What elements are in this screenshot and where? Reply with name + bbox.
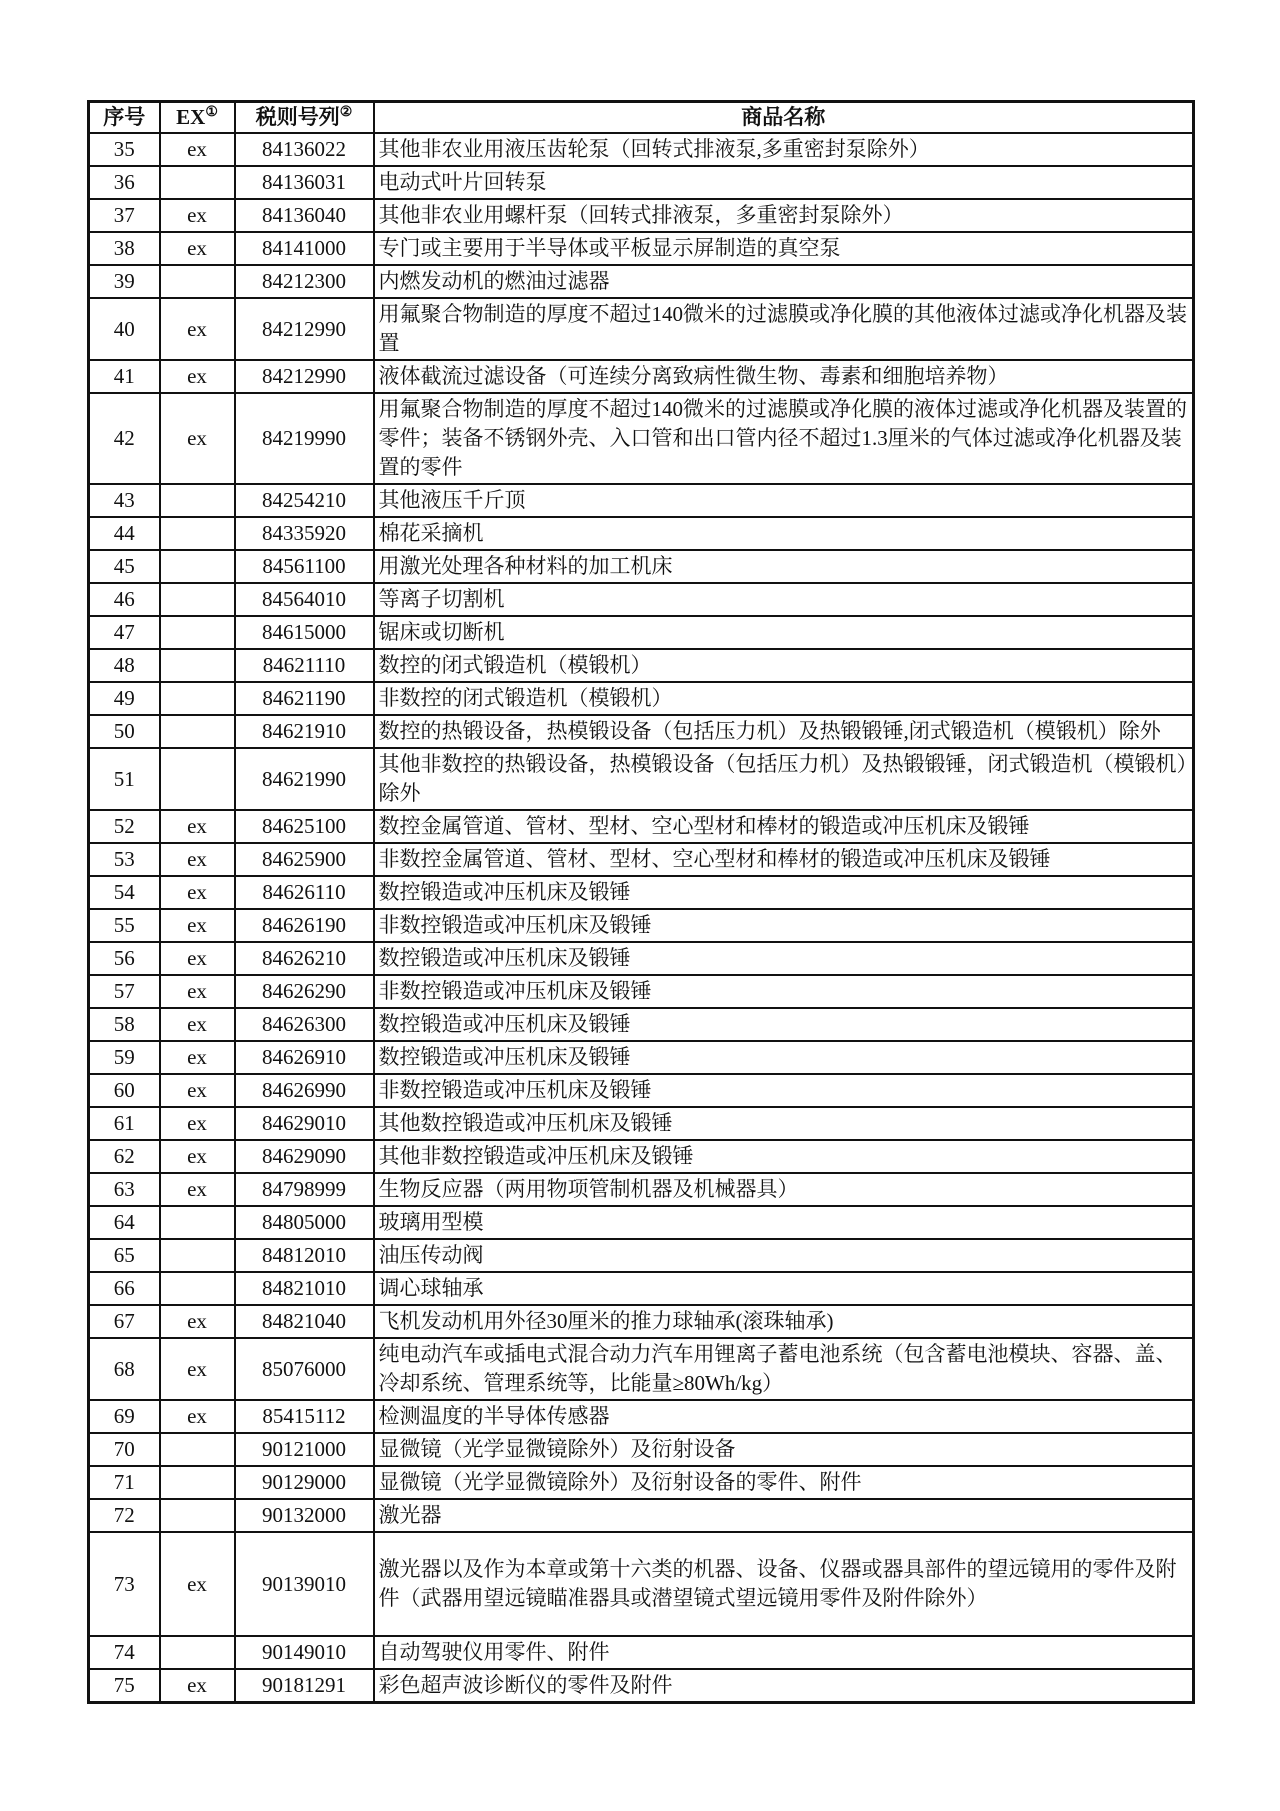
tariff-code-cell: 84212990 (235, 360, 374, 393)
serial-number-cell: 69 (89, 1400, 160, 1433)
ex-flag-cell (160, 1272, 235, 1305)
table-row (89, 265, 1194, 298)
table-row (89, 975, 1194, 1008)
tariff-code-cell: 84136040 (235, 199, 374, 232)
ex-flag-cell (160, 1499, 235, 1532)
serial-number-cell: 65 (89, 1239, 160, 1272)
table-row (89, 1669, 1194, 1703)
table-row (89, 1272, 1194, 1305)
serial-number-cell: 52 (89, 810, 160, 843)
table-row (89, 1400, 1194, 1433)
product-name-cell: 数控的闭式锻造机（模锻机） (374, 649, 1194, 682)
tariff-code-cell: 85415112 (235, 1400, 374, 1433)
tariff-code-cell: 84561100 (235, 550, 374, 583)
serial-number-cell: 64 (89, 1206, 160, 1239)
ex-flag-cell (160, 1466, 235, 1499)
table-row (89, 1239, 1194, 1272)
tariff-table-container (87, 100, 1195, 1704)
table-row (89, 1206, 1194, 1239)
table-body (89, 133, 1194, 1703)
table-row (89, 1107, 1194, 1140)
serial-number-cell: 44 (89, 517, 160, 550)
tariff-code-cell: 84625100 (235, 810, 374, 843)
ex-flag-cell (160, 1433, 235, 1466)
serial-number-cell: 47 (89, 616, 160, 649)
serial-number-cell: 45 (89, 550, 160, 583)
ex-flag-cell (160, 484, 235, 517)
ex-flag-cell (160, 166, 235, 199)
ex-flag-cell: ex (160, 1107, 235, 1140)
product-name-cell: 数控锻造或冲压机床及锻锤 (374, 1008, 1194, 1041)
table-row (89, 232, 1194, 265)
serial-number-cell: 51 (89, 748, 160, 810)
ex-flag-cell: ex (160, 942, 235, 975)
serial-number-cell: 61 (89, 1107, 160, 1140)
ex-flag-cell: ex (160, 876, 235, 909)
product-name-cell: 玻璃用型模 (374, 1206, 1194, 1239)
header-product-name-label: 商品名称 (741, 105, 826, 129)
serial-number-cell: 37 (89, 199, 160, 232)
product-name-cell: 非数控的闭式锻造机（模锻机） (374, 682, 1194, 715)
tariff-code-cell: 84136022 (235, 133, 374, 166)
product-name-cell: 调心球轴承 (374, 1272, 1194, 1305)
product-name-cell: 激光器以及作为本章或第十六类的机器、设备、仪器或器具部件的望远镜用的零件及附件（武器用望远镜瞄准器具或潜望镜式望远镜用零件及附件除外） (374, 1532, 1194, 1636)
product-name-cell: 数控的热锻设备，热模锻设备（包括压力机）及热锻锻锤,闭式锻造机（模锻机）除外 (374, 715, 1194, 748)
tariff-code-cell: 84212990 (235, 298, 374, 360)
serial-number-cell: 74 (89, 1636, 160, 1669)
product-name-cell: 内燃发动机的燃油过滤器 (374, 265, 1194, 298)
table-row (89, 1305, 1194, 1338)
product-name-cell: 数控锻造或冲压机床及锻锤 (374, 876, 1194, 909)
product-name-cell: 其他非农业用螺杆泵（回转式排液泵，多重密封泵除外） (374, 199, 1194, 232)
ex-flag-cell: ex (160, 1400, 235, 1433)
ex-flag-cell: ex (160, 133, 235, 166)
product-name-cell: 用氟聚合物制造的厚度不超过140微米的过滤膜或净化膜的液体过滤或净化机器及装置的零件；装备不锈钢外壳、入口管和出口管内径不超过1.3厘米的气体过滤或净化机器及装置的零件 (374, 393, 1194, 484)
ex-flag-cell: ex (160, 909, 235, 942)
ex-flag-cell: ex (160, 810, 235, 843)
tariff-code-cell: 84615000 (235, 616, 374, 649)
serial-number-cell: 35 (89, 133, 160, 166)
serial-number-cell: 49 (89, 682, 160, 715)
table-row (89, 1532, 1194, 1636)
product-name-cell: 自动驾驶仪用零件、附件 (374, 1636, 1194, 1669)
serial-number-cell: 40 (89, 298, 160, 360)
tariff-code-cell: 90149010 (235, 1636, 374, 1669)
tariff-code-cell: 84821010 (235, 1272, 374, 1305)
product-name-cell: 检测温度的半导体传感器 (374, 1400, 1194, 1433)
serial-number-cell: 50 (89, 715, 160, 748)
tariff-code-cell: 84141000 (235, 232, 374, 265)
ex-flag-cell: ex (160, 1532, 235, 1636)
header-ex-footnote-mark: ① (205, 105, 218, 120)
table-row (89, 360, 1194, 393)
ex-flag-cell (160, 1636, 235, 1669)
table-row (89, 748, 1194, 810)
serial-number-cell: 73 (89, 1532, 160, 1636)
tariff-code-cell: 84626290 (235, 975, 374, 1008)
product-name-cell: 生物反应器（两用物项管制机器及机械器具） (374, 1173, 1194, 1206)
tariff-code-cell: 84626990 (235, 1074, 374, 1107)
serial-number-cell: 46 (89, 583, 160, 616)
ex-flag-cell: ex (160, 232, 235, 265)
table-row (89, 133, 1194, 166)
table-row (89, 1041, 1194, 1074)
ex-flag-cell: ex (160, 843, 235, 876)
table-row (89, 199, 1194, 232)
tariff-code-cell: 84621110 (235, 649, 374, 682)
ex-flag-cell (160, 1239, 235, 1272)
ex-flag-cell (160, 265, 235, 298)
serial-number-cell: 41 (89, 360, 160, 393)
table-row (89, 517, 1194, 550)
serial-number-cell: 58 (89, 1008, 160, 1041)
table-row (89, 1140, 1194, 1173)
ex-flag-cell (160, 649, 235, 682)
ex-flag-cell (160, 748, 235, 810)
tariff-code-cell: 84626300 (235, 1008, 374, 1041)
tariff-code-cell: 84798999 (235, 1173, 374, 1206)
serial-number-cell: 38 (89, 232, 160, 265)
tariff-code-cell: 84621190 (235, 682, 374, 715)
tariff-code-cell: 84626190 (235, 909, 374, 942)
tariff-code-cell: 84254210 (235, 484, 374, 517)
table-row (89, 810, 1194, 843)
tariff-code-cell: 84212300 (235, 265, 374, 298)
table-row (89, 583, 1194, 616)
serial-number-cell: 48 (89, 649, 160, 682)
serial-number-cell: 57 (89, 975, 160, 1008)
ex-flag-cell: ex (160, 1305, 235, 1338)
product-name-cell: 电动式叶片回转泵 (374, 166, 1194, 199)
product-name-cell: 其他非数控锻造或冲压机床及锻锤 (374, 1140, 1194, 1173)
serial-number-cell: 68 (89, 1338, 160, 1400)
serial-number-cell: 59 (89, 1041, 160, 1074)
table-row (89, 1173, 1194, 1206)
table-row (89, 1074, 1194, 1107)
tariff-code-cell: 85076000 (235, 1338, 374, 1400)
ex-flag-cell: ex (160, 1173, 235, 1206)
product-name-cell: 用激光处理各种材料的加工机床 (374, 550, 1194, 583)
serial-number-cell: 70 (89, 1433, 160, 1466)
table-row (89, 1008, 1194, 1041)
tariff-code-cell: 84136031 (235, 166, 374, 199)
product-name-cell: 专门或主要用于半导体或平板显示屏制造的真空泵 (374, 232, 1194, 265)
product-name-cell: 非数控锻造或冲压机床及锻锤 (374, 975, 1194, 1008)
table-row (89, 166, 1194, 199)
ex-flag-cell (160, 715, 235, 748)
product-name-cell: 飞机发动机用外径30厘米的推力球轴承(滚珠轴承) (374, 1305, 1194, 1338)
table-row (89, 484, 1194, 517)
product-name-cell: 纯电动汽车或插电式混合动力汽车用锂离子蓄电池系统（包含蓄电池模块、容器、盖、冷却系统、管理系统等，比能量≥80Wh/kg） (374, 1338, 1194, 1400)
product-name-cell: 数控锻造或冲压机床及锻锤 (374, 942, 1194, 975)
tariff-code-cell: 84564010 (235, 583, 374, 616)
table-row (89, 1466, 1194, 1499)
product-name-cell: 棉花采摘机 (374, 517, 1194, 550)
header-tariff-code-footnote-mark: ② (339, 105, 353, 120)
ex-flag-cell: ex (160, 1140, 235, 1173)
product-name-cell: 锯床或切断机 (374, 616, 1194, 649)
table-row (89, 942, 1194, 975)
table-row (89, 1338, 1194, 1400)
tariff-code-cell: 90129000 (235, 1466, 374, 1499)
header-product-name (374, 102, 1194, 134)
ex-flag-cell (160, 616, 235, 649)
product-name-cell: 非数控锻造或冲压机床及锻锤 (374, 909, 1194, 942)
serial-number-cell: 56 (89, 942, 160, 975)
table-row (89, 1433, 1194, 1466)
table-row (89, 393, 1194, 484)
serial-number-cell: 72 (89, 1499, 160, 1532)
table-row (89, 682, 1194, 715)
tariff-code-cell: 84812010 (235, 1239, 374, 1272)
product-name-cell: 显微镜（光学显微镜除外）及衍射设备的零件、附件 (374, 1466, 1194, 1499)
product-name-cell: 液体截流过滤设备（可连续分离致病性微生物、毒素和细胞培养物） (374, 360, 1194, 393)
ex-flag-cell (160, 517, 235, 550)
serial-number-cell: 67 (89, 1305, 160, 1338)
ex-flag-cell: ex (160, 393, 235, 484)
product-name-cell: 其他非数控的热锻设备，热模锻设备（包括压力机）及热锻锻锤，闭式锻造机（模锻机）除外 (374, 748, 1194, 810)
product-name-cell: 非数控金属管道、管材、型材、空心型材和棒材的锻造或冲压机床及锻锤 (374, 843, 1194, 876)
tariff-code-cell: 84626110 (235, 876, 374, 909)
product-name-cell: 其他非农业用液压齿轮泵（回转式排液泵,多重密封泵除外） (374, 133, 1194, 166)
product-name-cell: 油压传动阀 (374, 1239, 1194, 1272)
table-row (89, 298, 1194, 360)
tariff-code-cell: 90181291 (235, 1669, 374, 1703)
ex-flag-cell: ex (160, 298, 235, 360)
header-tariff-code-label: 税则号列 (255, 105, 340, 129)
product-name-cell: 数控金属管道、管材、型材、空心型材和棒材的锻造或冲压机床及锻锤 (374, 810, 1194, 843)
product-name-cell: 其他数控锻造或冲压机床及锻锤 (374, 1107, 1194, 1140)
serial-number-cell: 63 (89, 1173, 160, 1206)
serial-number-cell: 39 (89, 265, 160, 298)
product-name-cell: 其他液压千斤顶 (374, 484, 1194, 517)
header-ex-label: EX (176, 105, 206, 129)
tariff-code-cell: 90139010 (235, 1532, 374, 1636)
table-row (89, 550, 1194, 583)
serial-number-cell: 55 (89, 909, 160, 942)
serial-number-cell: 75 (89, 1669, 160, 1703)
tariff-code-cell: 84629010 (235, 1107, 374, 1140)
tariff-table (87, 100, 1195, 1704)
table-row (89, 1499, 1194, 1532)
serial-number-cell: 36 (89, 166, 160, 199)
product-name-cell: 激光器 (374, 1499, 1194, 1532)
header-serial-number (89, 102, 160, 134)
header-tariff-code (235, 102, 374, 134)
tariff-code-cell: 84821040 (235, 1305, 374, 1338)
tariff-code-cell: 84626910 (235, 1041, 374, 1074)
ex-flag-cell: ex (160, 1669, 235, 1703)
tariff-code-cell: 84219990 (235, 393, 374, 484)
tariff-code-cell: 84335920 (235, 517, 374, 550)
serial-number-cell: 42 (89, 393, 160, 484)
serial-number-cell: 43 (89, 484, 160, 517)
table-row (89, 715, 1194, 748)
serial-number-cell: 66 (89, 1272, 160, 1305)
tariff-code-cell: 84621910 (235, 715, 374, 748)
table-header-row (89, 102, 1194, 134)
tariff-code-cell: 90121000 (235, 1433, 374, 1466)
serial-number-cell: 71 (89, 1466, 160, 1499)
header-ex (160, 102, 235, 134)
ex-flag-cell: ex (160, 975, 235, 1008)
table-row (89, 649, 1194, 682)
ex-flag-cell (160, 550, 235, 583)
tariff-code-cell: 84805000 (235, 1206, 374, 1239)
table-row (89, 1636, 1194, 1669)
table-row (89, 909, 1194, 942)
table-row (89, 616, 1194, 649)
ex-flag-cell (160, 1206, 235, 1239)
serial-number-cell: 62 (89, 1140, 160, 1173)
product-name-cell: 显微镜（光学显微镜除外）及衍射设备 (374, 1433, 1194, 1466)
table-row (89, 876, 1194, 909)
product-name-cell: 数控锻造或冲压机床及锻锤 (374, 1041, 1194, 1074)
tariff-code-cell: 84626210 (235, 942, 374, 975)
product-name-cell: 用氟聚合物制造的厚度不超过140微米的过滤膜或净化膜的其他液体过滤或净化机器及装置 (374, 298, 1194, 360)
ex-flag-cell (160, 682, 235, 715)
tariff-code-cell: 90132000 (235, 1499, 374, 1532)
ex-flag-cell: ex (160, 1008, 235, 1041)
table-row (89, 843, 1194, 876)
product-name-cell: 等离子切割机 (374, 583, 1194, 616)
tariff-code-cell: 84621990 (235, 748, 374, 810)
tariff-code-cell: 84629090 (235, 1140, 374, 1173)
ex-flag-cell (160, 583, 235, 616)
ex-flag-cell: ex (160, 1074, 235, 1107)
ex-flag-cell: ex (160, 1041, 235, 1074)
ex-flag-cell: ex (160, 1338, 235, 1400)
product-name-cell: 彩色超声波诊断仪的零件及附件 (374, 1669, 1194, 1703)
serial-number-cell: 54 (89, 876, 160, 909)
product-name-cell: 非数控锻造或冲压机床及锻锤 (374, 1074, 1194, 1107)
tariff-code-cell: 84625900 (235, 843, 374, 876)
ex-flag-cell: ex (160, 360, 235, 393)
ex-flag-cell: ex (160, 199, 235, 232)
serial-number-cell: 60 (89, 1074, 160, 1107)
serial-number-cell: 53 (89, 843, 160, 876)
header-serial-number-label: 序号 (103, 105, 146, 129)
